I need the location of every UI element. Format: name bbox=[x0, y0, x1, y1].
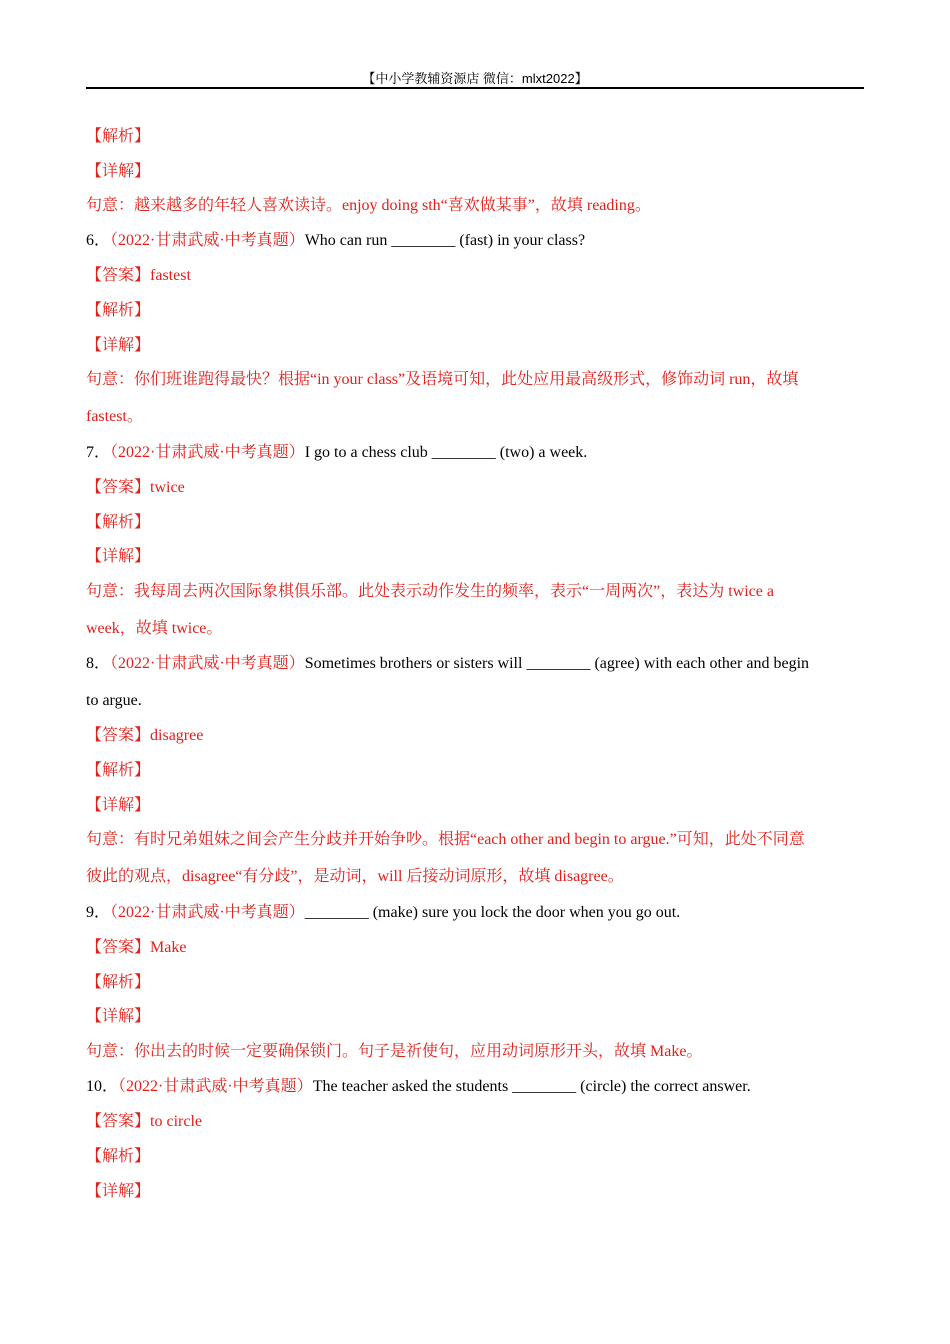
q9-answer bbox=[86, 938, 864, 958]
q10-xiangjie-label: 【详解】 bbox=[86, 1183, 151, 1200]
q7-explanation-line2: week，故填 twice。 bbox=[86, 620, 223, 637]
q10-number: 10． bbox=[86, 1078, 119, 1095]
q10-answer bbox=[86, 1112, 864, 1132]
q7-xiangjie-label: 【详解】 bbox=[86, 548, 151, 565]
q9-explanation: 句意：你出去的时候一定要确保锁门。句子是祈使句，应用动词原形开头，故填 Make。 bbox=[86, 1043, 703, 1060]
q9-text: ________ (make) sure you lock the door when you go out. bbox=[304, 904, 681, 921]
q10-answer-label: 【答案】 bbox=[86, 1113, 151, 1130]
q9-answer-value: Make bbox=[150, 939, 187, 956]
q8-answer-value: disagree bbox=[150, 727, 204, 744]
q7-source: （2022·甘肃武威·中考真题） bbox=[110, 444, 305, 461]
q8-explanation-line1: 句意：有时兄弟姐妹之间会产生分歧并开始争吵。根据“each other and begin to argue.”可知，此处不同意 bbox=[86, 831, 805, 848]
q9-source: （2022·甘肃武威·中考真题） bbox=[110, 904, 305, 921]
q5-xiangjie-label: 【详解】 bbox=[86, 163, 151, 180]
q9-answer-label: 【答案】 bbox=[86, 939, 151, 956]
q5-jiexi-label: 【解析】 bbox=[86, 128, 151, 145]
q6-question bbox=[86, 231, 864, 251]
q6-text: Who can run ________ (fast) in your class? bbox=[304, 232, 586, 249]
q9-xiangjie-label: 【详解】 bbox=[86, 1008, 151, 1025]
q7-explanation-line1: 句意：我每周去两次国际象棋俱乐部。此处表示动作发生的频率，表示“一周两次”，表达为 twice a bbox=[86, 583, 774, 600]
q8-question-line1 bbox=[86, 654, 864, 674]
q9-question bbox=[86, 903, 864, 923]
q8-number: 8． bbox=[86, 655, 111, 672]
q8-xiangjie-label: 【详解】 bbox=[86, 797, 151, 814]
q8-question-line2: to argue. bbox=[86, 692, 142, 709]
page-header: 【中小学教辅资源店 微信：mlxt2022】 bbox=[362, 71, 588, 86]
q6-jiexi-label: 【解析】 bbox=[86, 302, 151, 319]
q7-number: 7． bbox=[86, 444, 111, 461]
q6-answer-value: fastest bbox=[150, 267, 191, 284]
q7-answer-label: 【答案】 bbox=[86, 479, 151, 496]
q7-jiexi-label: 【解析】 bbox=[86, 514, 151, 531]
q9-number: 9． bbox=[86, 904, 111, 921]
q7-answer bbox=[86, 478, 864, 498]
q6-explanation-line2: fastest。 bbox=[86, 408, 143, 425]
q6-explanation-line1: 句意：你们班谁跑得最快？根据“in your class”及语境可知，此处应用最高级形式，修饰动词 run，故填 bbox=[86, 371, 799, 388]
q8-text-line1: Sometimes brothers or sisters will ________ (agree) with each other and begin bbox=[304, 655, 810, 672]
q8-answer-label: 【答案】 bbox=[86, 727, 151, 744]
q10-question bbox=[86, 1077, 864, 1097]
q10-answer-value: to circle bbox=[150, 1113, 202, 1130]
q5-explanation: 句意：越来越多的年轻人喜欢读诗。enjoy doing sth“喜欢做某事”，故填 reading。 bbox=[86, 197, 651, 214]
q6-answer bbox=[86, 266, 864, 286]
q10-source: （2022·甘肃武威·中考真题） bbox=[118, 1078, 313, 1095]
q7-question bbox=[86, 443, 864, 463]
q7-answer-value: twice bbox=[150, 479, 185, 496]
q8-answer bbox=[86, 726, 864, 746]
q8-jiexi-label: 【解析】 bbox=[86, 762, 151, 779]
q9-jiexi-label: 【解析】 bbox=[86, 974, 151, 991]
q8-explanation-line2: 彼此的观点，disagree“有分歧”，是动词，will 后接动词原形，故填 disagree。 bbox=[86, 868, 624, 885]
q7-text: I go to a chess club ________ (two) a week. bbox=[304, 444, 588, 461]
q8-source: （2022·甘肃武威·中考真题） bbox=[110, 655, 305, 672]
header-divider bbox=[86, 87, 864, 89]
q6-number: 6． bbox=[86, 232, 111, 249]
q6-xiangjie-label: 【详解】 bbox=[86, 337, 151, 354]
q6-source: （2022·甘肃武威·中考真题） bbox=[110, 232, 305, 249]
q10-text: The teacher asked the students ________ (circle) the correct answer. bbox=[312, 1078, 751, 1095]
q10-jiexi-label: 【解析】 bbox=[86, 1148, 151, 1165]
q6-answer-label: 【答案】 bbox=[86, 267, 151, 284]
